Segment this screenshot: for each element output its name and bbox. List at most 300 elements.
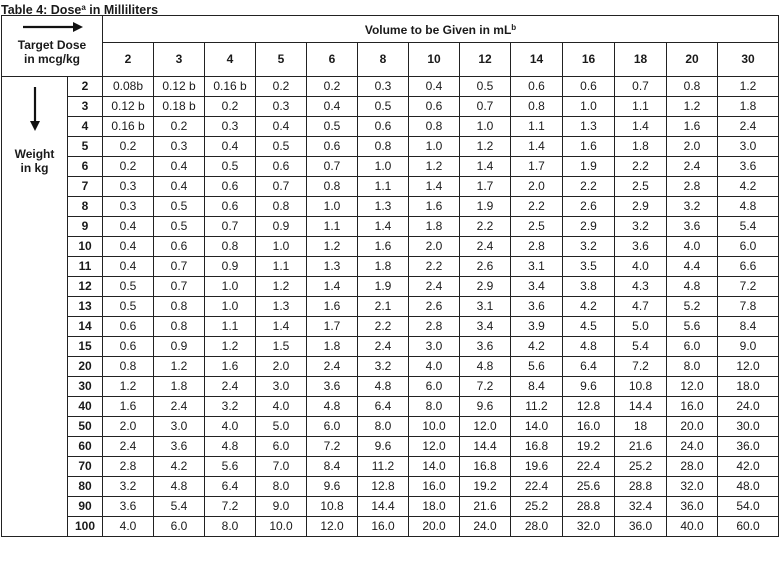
dose-column-header: 8 [358,43,409,77]
volume-cell: 6.4 [358,397,409,417]
volume-cell: 0.2 [154,117,205,137]
weight-cell: 11 [68,257,103,277]
weight-cell: 100 [68,517,103,537]
volume-cell: 1.0 [358,157,409,177]
dose-column-header: 6 [307,43,358,77]
volume-cell: 0.12 b [154,77,205,97]
volume-cell: 4.8 [563,337,615,357]
volume-cell: 0.9 [205,257,256,277]
volume-cell: 9.6 [460,397,511,417]
volume-header [103,16,779,43]
volume-cell: 0.3 [205,117,256,137]
volume-cell: 1.3 [563,117,615,137]
volume-cell: 7.2 [615,357,667,377]
volume-cell: 8.0 [256,477,307,497]
dose-column-header: 4 [205,43,256,77]
volume-cell: 0.5 [103,277,154,297]
volume-cell: 4.0 [205,417,256,437]
volume-cell: 8.4 [511,377,563,397]
volume-cell: 4.2 [511,337,563,357]
volume-cell: 1.2 [103,377,154,397]
volume-cell: 5.4 [718,217,779,237]
volume-cell: 14.0 [511,417,563,437]
volume-cell: 0.8 [256,197,307,217]
volume-cell: 0.8 [154,317,205,337]
volume-cell: 1.6 [205,357,256,377]
volume-cell: 4.0 [103,517,154,537]
volume-cell: 54.0 [718,497,779,517]
weight-cell: 15 [68,337,103,357]
volume-cell: 0.4 [154,177,205,197]
volume-cell: 1.0 [460,117,511,137]
volume-cell: 10.8 [615,377,667,397]
volume-cell: 2.2 [409,257,460,277]
dose-column-header: 14 [511,43,563,77]
volume-cell: 1.1 [615,97,667,117]
volume-cell: 0.3 [103,197,154,217]
right-arrow-icon [2,20,102,34]
volume-cell: 7.2 [307,437,358,457]
weight-cell: 2 [68,77,103,97]
volume-cell: 3.0 [154,417,205,437]
table-row [2,397,779,417]
volume-cell: 0.6 [409,97,460,117]
volume-cell: 1.0 [563,97,615,117]
title-rest: in Milliliters [85,3,159,17]
volume-cell: 3.6 [460,337,511,357]
volume-cell: 3.0 [718,137,779,157]
volume-cell: 2.0 [103,417,154,437]
volume-cell: 1.8 [409,217,460,237]
volume-cell: 14.4 [615,397,667,417]
volume-cell: 0.4 [307,97,358,117]
volume-cell: 2.6 [563,197,615,217]
volume-cell: 1.5 [256,337,307,357]
volume-cell: 3.6 [511,297,563,317]
volume-cell: 14.4 [358,497,409,517]
volume-cell: 1.9 [358,277,409,297]
volume-cell: 0.5 [460,77,511,97]
table-row [2,517,779,537]
volume-cell: 0.6 [511,77,563,97]
volume-cell: 1.2 [409,157,460,177]
table-row [2,457,779,477]
volume-cell: 0.16 b [205,77,256,97]
volume-cell: 1.6 [409,197,460,217]
volume-cell: 1.1 [256,257,307,277]
volume-cell: 0.18 b [154,97,205,117]
volume-cell: 0.7 [154,277,205,297]
volume-cell: 6.4 [563,357,615,377]
volume-cell: 2.2 [511,197,563,217]
volume-cell: 8.4 [718,317,779,337]
volume-cell: 9.6 [563,377,615,397]
dose-header-row [2,43,779,77]
volume-cell: 7.2 [460,377,511,397]
volume-cell: 0.3 [154,137,205,157]
dose-column-header: 2 [103,43,154,77]
weight-cell: 3 [68,97,103,117]
volume-cell: 3.2 [563,237,615,257]
volume-cell: 2.2 [615,157,667,177]
volume-cell: 1.3 [358,197,409,217]
volume-cell: 1.6 [563,137,615,157]
volume-cell: 0.8 [511,97,563,117]
volume-cell: 3.2 [615,217,667,237]
weight-cell: 14 [68,317,103,337]
volume-cell: 5.0 [256,417,307,437]
volume-cell: 4.0 [256,397,307,417]
volume-cell: 1.6 [667,117,718,137]
volume-cell: 22.4 [511,477,563,497]
volume-cell: 6.0 [667,337,718,357]
volume-cell: 0.7 [307,157,358,177]
volume-cell: 0.6 [307,137,358,157]
volume-cell: 16.8 [460,457,511,477]
volume-cell: 7.0 [256,457,307,477]
volume-cell: 1.7 [307,317,358,337]
volume-cell: 1.8 [615,137,667,157]
weight-cell: 13 [68,297,103,317]
table-body [2,77,779,537]
volume-cell: 3.8 [563,277,615,297]
table-row [2,157,779,177]
volume-cell: 4.0 [615,257,667,277]
volume-cell: 0.4 [103,217,154,237]
volume-cell: 1.1 [307,217,358,237]
volume-cell: 1.6 [103,397,154,417]
volume-cell: 0.4 [409,77,460,97]
volume-cell: 0.8 [205,237,256,257]
volume-cell: 0.5 [256,137,307,157]
table-row [2,477,779,497]
volume-cell: 3.2 [205,397,256,417]
volume-cell: 4.8 [154,477,205,497]
weight-cell: 12 [68,277,103,297]
table-row [2,217,779,237]
volume-cell: 3.9 [511,317,563,337]
weight-cell: 7 [68,177,103,197]
volume-cell: 10.0 [409,417,460,437]
volume-cell: 0.5 [307,117,358,137]
volume-cell: 36.0 [667,497,718,517]
volume-cell: 6.0 [256,437,307,457]
volume-cell: 36.0 [718,437,779,457]
volume-cell: 0.9 [256,217,307,237]
volume-cell: 1.2 [205,337,256,357]
volume-cell: 12.8 [358,477,409,497]
volume-cell: 0.2 [205,97,256,117]
volume-cell: 0.7 [154,257,205,277]
title-footnote-marker: a [81,3,86,12]
table-row [2,317,779,337]
volume-cell: 2.4 [409,277,460,297]
dose-column-header: 3 [154,43,205,77]
volume-cell: 0.08b [103,77,154,97]
volume-cell: 16.0 [667,397,718,417]
target-dose-header [2,16,103,77]
volume-cell: 0.7 [615,77,667,97]
weight-cell: 90 [68,497,103,517]
volume-cell: 0.4 [103,257,154,277]
volume-cell: 8.0 [358,417,409,437]
volume-cell: 2.6 [460,257,511,277]
volume-cell: 0.7 [256,177,307,197]
volume-cell: 2.4 [103,437,154,457]
volume-cell: 0.2 [307,77,358,97]
volume-cell: 3.0 [256,377,307,397]
volume-cell: 1.4 [358,217,409,237]
volume-cell: 3.4 [511,277,563,297]
volume-cell: 2.9 [563,217,615,237]
volume-cell: 32.0 [667,477,718,497]
table-row [2,137,779,157]
volume-cell: 1.6 [307,297,358,317]
volume-cell: 12.8 [563,397,615,417]
volume-cell: 1.8 [718,97,779,117]
volume-cell: 0.5 [154,197,205,217]
volume-cell: 9.6 [358,437,409,457]
volume-cell: 12.0 [409,437,460,457]
volume-cell: 1.2 [307,237,358,257]
volume-cell: 0.3 [358,77,409,97]
volume-cell: 2.8 [409,317,460,337]
volume-cell: 12.0 [307,517,358,537]
volume-cell: 4.2 [718,177,779,197]
volume-cell: 3.1 [460,297,511,317]
volume-cell: 6.0 [409,377,460,397]
volume-cell: 0.5 [154,217,205,237]
volume-cell: 1.0 [307,197,358,217]
volume-cell: 0.12 b [103,97,154,117]
volume-cell: 10.0 [256,517,307,537]
volume-cell: 3.6 [615,237,667,257]
volume-cell: 0.4 [256,117,307,137]
volume-cell: 28.8 [563,497,615,517]
volume-cell: 2.2 [358,317,409,337]
volume-cell: 4.4 [667,257,718,277]
table-row [2,357,779,377]
weight-cell: 4 [68,117,103,137]
volume-cell: 1.2 [154,357,205,377]
volume-cell: 2.4 [358,337,409,357]
weight-cell: 8 [68,197,103,217]
volume-cell: 4.8 [460,357,511,377]
volume-cell: 24.0 [460,517,511,537]
volume-cell: 19.2 [563,437,615,457]
volume-cell: 19.6 [511,457,563,477]
volume-cell: 3.0 [409,337,460,357]
title-text: Table 4: Dose [1,3,82,17]
volume-cell: 40.0 [667,517,718,537]
volume-cell: 18.0 [409,497,460,517]
volume-cell: 3.5 [563,257,615,277]
volume-cell: 16.0 [358,517,409,537]
volume-footnote-marker: b [511,23,517,32]
volume-cell: 19.2 [460,477,511,497]
volume-cell: 2.4 [667,157,718,177]
volume-cell: 2.0 [256,357,307,377]
volume-cell: 3.6 [103,497,154,517]
volume-cell: 7.2 [718,277,779,297]
volume-cell: 0.8 [667,77,718,97]
volume-cell: 2.9 [615,197,667,217]
target-dose-label: Target Dose [17,38,87,52]
volume-cell: 2.4 [718,117,779,137]
volume-cell: 2.9 [460,277,511,297]
volume-cell: 1.4 [256,317,307,337]
volume-cell: 0.8 [409,117,460,137]
weight-cell: 30 [68,377,103,397]
volume-cell: 2.8 [511,237,563,257]
volume-cell: 2.4 [307,357,358,377]
weight-cell: 60 [68,437,103,457]
volume-cell: 5.6 [667,317,718,337]
volume-cell: 9.0 [718,337,779,357]
table-row [2,437,779,457]
weight-cell: 40 [68,397,103,417]
volume-cell: 3.6 [667,217,718,237]
volume-cell: 0.16 b [103,117,154,137]
volume-cell: 21.6 [615,437,667,457]
weight-cell: 70 [68,457,103,477]
volume-cell: 2.2 [460,217,511,237]
volume-cell: 12.0 [460,417,511,437]
dose-column-header: 12 [460,43,511,77]
volume-cell: 10.8 [307,497,358,517]
table-row [2,117,779,137]
volume-cell: 4.2 [154,457,205,477]
volume-cell: 0.7 [205,217,256,237]
volume-cell: 1.4 [460,157,511,177]
volume-cell: 3.2 [358,357,409,377]
weight-cell: 10 [68,237,103,257]
volume-cell: 60.0 [718,517,779,537]
volume-cell: 2.0 [511,177,563,197]
volume-cell: 0.5 [205,157,256,177]
volume-cell: 20.0 [667,417,718,437]
volume-cell: 3.6 [307,377,358,397]
dose-column-header: 10 [409,43,460,77]
volume-cell: 5.4 [154,497,205,517]
volume-cell: 6.0 [154,517,205,537]
volume-cell: 32.4 [615,497,667,517]
table-row [2,257,779,277]
volume-cell: 1.1 [358,177,409,197]
volume-cell: 2.0 [667,137,718,157]
volume-cell: 48.0 [718,477,779,497]
volume-cell: 0.6 [205,177,256,197]
volume-cell: 0.7 [460,97,511,117]
volume-cell: 2.0 [409,237,460,257]
volume-cell: 1.9 [563,157,615,177]
volume-cell: 14.0 [409,457,460,477]
volume-cell: 2.4 [460,237,511,257]
volume-cell: 3.6 [154,437,205,457]
weight-header [2,77,68,537]
weight-cell: 5 [68,137,103,157]
volume-cell: 0.6 [358,117,409,137]
volume-cell: 0.8 [154,297,205,317]
volume-cell: 8.0 [409,397,460,417]
weight-cell: 6 [68,157,103,177]
dose-column-header: 5 [256,43,307,77]
volume-cell: 3.1 [511,257,563,277]
volume-cell: 0.2 [256,77,307,97]
table-row [2,237,779,257]
volume-cell: 5.4 [615,337,667,357]
volume-cell: 20.0 [409,517,460,537]
dose-column-header: 18 [615,43,667,77]
volume-cell: 0.2 [103,157,154,177]
volume-cell: 0.3 [256,97,307,117]
volume-cell: 0.8 [307,177,358,197]
volume-cell: 1.0 [409,137,460,157]
volume-cell: 4.3 [615,277,667,297]
volume-cell: 4.8 [307,397,358,417]
dose-column-header: 30 [718,43,779,77]
volume-cell: 1.4 [307,277,358,297]
volume-cell: 42.0 [718,457,779,477]
volume-cell: 1.8 [358,257,409,277]
volume-cell: 6.0 [307,417,358,437]
volume-cell: 4.8 [667,277,718,297]
volume-cell: 5.0 [615,317,667,337]
dose-column-header: 20 [667,43,718,77]
volume-cell: 5.2 [667,297,718,317]
volume-cell: 24.0 [667,437,718,457]
volume-cell: 1.8 [154,377,205,397]
table-row [2,77,779,97]
volume-cell: 4.7 [615,297,667,317]
weight-unit: in kg [20,161,49,175]
volume-cell: 25.6 [563,477,615,497]
volume-cell: 1.4 [409,177,460,197]
table-row [2,497,779,517]
volume-cell: 11.2 [358,457,409,477]
volume-cell: 28.0 [511,517,563,537]
volume-cell: 2.6 [409,297,460,317]
volume-cell: 0.6 [256,157,307,177]
volume-cell: 0.6 [563,77,615,97]
volume-cell: 2.4 [205,377,256,397]
volume-cell: 16.8 [511,437,563,457]
volume-cell: 0.6 [205,197,256,217]
volume-cell: 7.2 [205,497,256,517]
weight-cell: 80 [68,477,103,497]
volume-cell: 2.2 [563,177,615,197]
volume-cell: 0.6 [154,237,205,257]
volume-cell: 9.6 [307,477,358,497]
volume-cell: 36.0 [615,517,667,537]
volume-cell: 2.8 [103,457,154,477]
volume-cell: 32.0 [563,517,615,537]
table-row [2,297,779,317]
volume-cell: 1.6 [358,237,409,257]
volume-cell: 8.4 [307,457,358,477]
volume-cell: 12.0 [667,377,718,397]
table-title [1,0,158,15]
volume-cell: 1.7 [511,157,563,177]
volume-cell: 28.0 [667,457,718,477]
volume-cell: 4.8 [718,197,779,217]
table-row [2,97,779,117]
volume-cell: 0.4 [205,137,256,157]
volume-cell: 6.6 [718,257,779,277]
volume-cell: 6.0 [718,237,779,257]
volume-cell: 28.8 [615,477,667,497]
volume-cell: 4.0 [667,237,718,257]
